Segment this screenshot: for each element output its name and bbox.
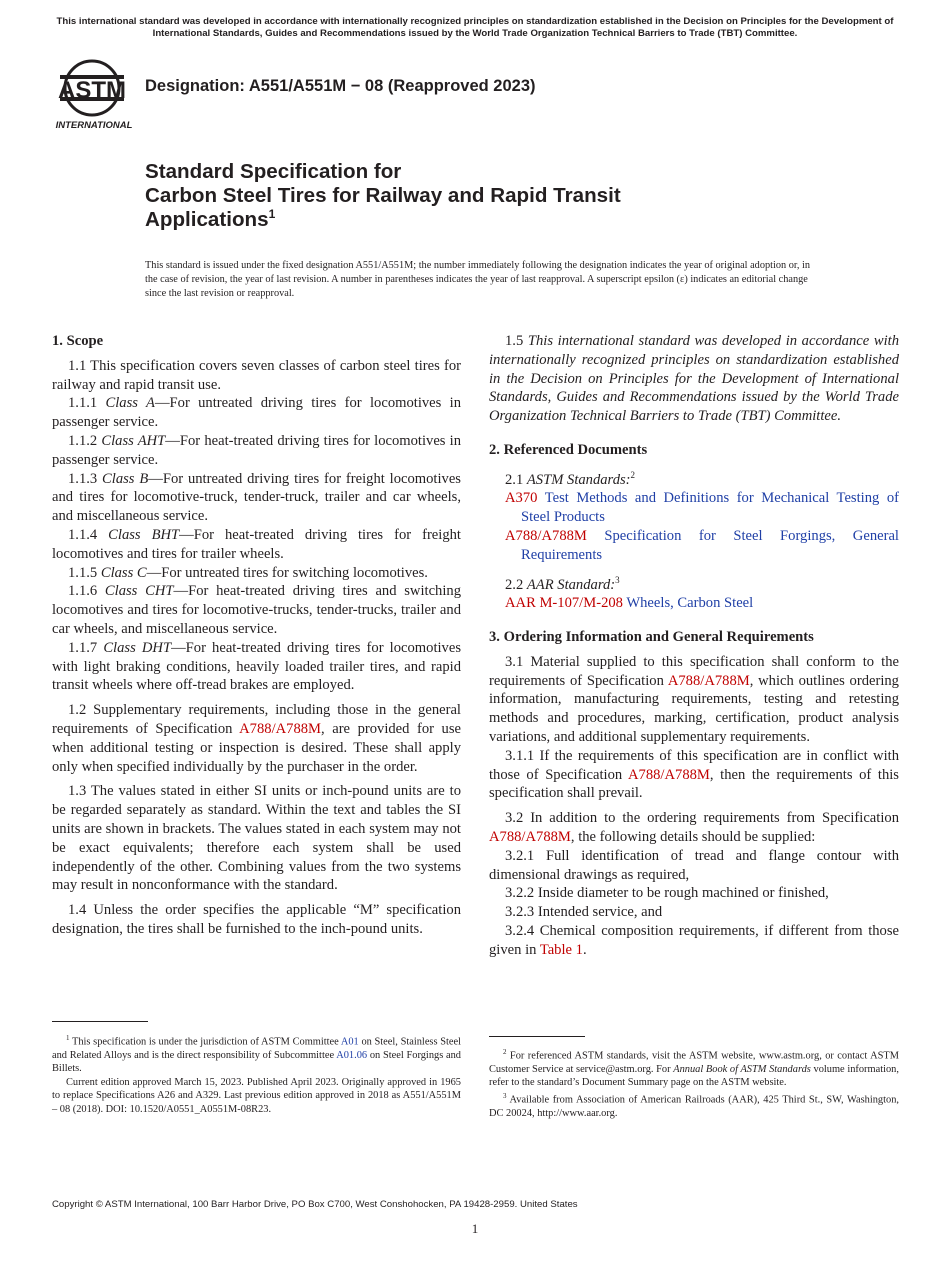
footnote-2: $^2$ For referenced ASTM standards, visit the ASTM website, www.astm.org, or contact ASTM Customer Service at service@astm.org. For Annual Book of ASTM Standards volume information, refer to the standard’s Document Summary page on the ASTM website. [489, 1048, 899, 1089]
para-1-2: 1.2 Supplementary requirements, including those in the general requirements of Specification A788/A788M, are provided for use when additional testing or inspection is desired. These shall apply only when specified individually by the purchaser in the order. [52, 702, 461, 775]
para-1-1: 1.1 This specification covers seven classes of carbon steel tires for railway and rapid transit use. [52, 357, 461, 393]
link-a788[interactable]: A788/A788M [239, 720, 322, 737]
para-1-1-5: 1.1.5 Class C—For untreated tires for switching locomotives. [68, 564, 428, 581]
link-a788[interactable]: A788/A788M [667, 672, 750, 689]
designation: Designation: A551/A551M − 08 (Reapproved 2023) [145, 77, 536, 95]
link-a788[interactable]: A788/A788M [628, 766, 710, 783]
para-1-1-4: 1.1.4 Class BHT—For heat-treated driving tires for freight locomotives and tires for trailer wheels. [52, 526, 461, 562]
page-number: 1 [471, 1221, 479, 1236]
para-1-1-7: 1.1.7 Class DHT—For heat-treated driving tires for locomotives with light braking conditions, heavily loaded trailer tires, and rapid transit wheels where off-tread brakes are employed. [52, 639, 462, 694]
issuance-note: This standard is issued under the fixed designation A551/A551M; the number immediately following the designation indicates the year of original adoption or, in the case of revision, the year of last revision. A number in parentheses indicates the year of last reapproval. A superscript epsilon (ε) indicates an editorial change since the last revision or reapproval. [145, 260, 811, 299]
para-2-2: 2.2 AAR Standard:$^3$ [505, 574, 620, 593]
title-line-2: Carbon Steel Tires for Railway and Rapid Transit [145, 184, 621, 207]
para-3-2: 3.2 In addition to the ordering requirements from Specification A788/A788M, the following details should be supplied: [489, 810, 899, 846]
footnote-rule-left [52, 1021, 148, 1022]
title-line-1: Standard Specification for [145, 160, 402, 183]
footnote-3: $^3$ Available from Association of American Railroads (AAR), 425 Third St., SW, Washington, DC 20024, http://www.aar.org. [489, 1091, 899, 1119]
footnotes-left [52, 1032, 461, 1116]
para-2-1: 2.1 ASTM Standards:$^2$ [505, 469, 636, 488]
reference-a788[interactable]: A788/A788M Specification for Steel Forgings, General Requirements [505, 528, 899, 563]
copyright-line: Copyright © ASTM International, 100 Barr Harbor Drive, PO Box C700, West Conshohocken, PA 19428-2959. United States [52, 1199, 578, 1210]
footnote-1: $^1$ This specification is under the jurisdiction of ASTM Committee A01 on Steel, Stainless Steel and Related Alloys and is the direct responsibility of Subcommittee A01.06 on Steel Forgings and Billets. [52, 1034, 461, 1075]
section-heading-ordering-information: 3. Ordering Information and General Requirements [489, 629, 814, 646]
para-1-4: 1.4 Unless the order specifies the applicable “M” specification designation, the tires shall be furnished to the inch-pound units. [52, 902, 461, 937]
left-column [52, 332, 461, 939]
link-a01[interactable]: A01 [340, 1036, 359, 1048]
para-1-5: 1.5 This international standard was developed in accordance with internationally recognized principles on standardization established in the Decision on Principles for the Development of International Standards, Guides and Recommendations issued by the World Trade Organization Technical Barriers to Trade (TBT) Committee. [489, 333, 900, 425]
title-line-3: Applications [145, 208, 269, 231]
para-1-1-1: 1.1.1 Class A—For untreated driving tires for locomotives in passenger service. [52, 395, 461, 431]
reference-aar[interactable]: AAR M-107/M-208 Wheels, Carbon Steel [505, 595, 754, 612]
para-1-1-6: 1.1.6 Class CHT—For heat-treated driving tires and switching locomotives and tires for locomotive-trucks, tender-trucks, trailer and car wheels, and miscellaneous service. [52, 583, 462, 637]
logo-brand: ASTM [58, 77, 126, 104]
right-column [489, 332, 899, 960]
header-notice: This international standard was developed in accordance with internationally recognized principles on standardization established in the Decision on Principles for the Development of International Standards, Guides and Recommendations issued by the World Trade Organization Technical Barriers to Trade (TBT) Committee. [56, 16, 894, 39]
reference-a370[interactable]: A370 Test Methods and Definitions for Mechanical Testing of Steel Products [505, 490, 899, 526]
link-a01-06[interactable]: A01.06 [336, 1049, 368, 1061]
para-1-3: 1.3 The values stated in either SI units or inch-pound units are to be regarded separately as standard. Within the text and tables the SI units are shown in brackets. The values stated in each system may not be exact equivalents; therefore each system shall be used independently of the other. Combining values from the two systems may result in nonconformance with the standard. [52, 783, 461, 894]
link-a788[interactable]: A788/A788M [489, 829, 571, 846]
para-3-1: 3.1 Material supplied to this specification shall conform to the requirements of Specification A788/A788M, which outlines ordering information, manufacturing requirements, testing and retesting methods and procedures, marking, certification, product analysis variations, and additional supplementary requirements. [489, 653, 899, 746]
para-1-1-3: 1.1.3 Class B—For untreated driving tires for freight locomotives and tires for locomotive-truck, tender-truck, trailer and car wheels, and miscellaneous service. [52, 470, 461, 525]
title-footnote-mark: 1 [268, 207, 276, 222]
para-3-2-3: 3.2.3 Intended service, and [505, 904, 663, 921]
astm-logo [54, 57, 134, 131]
para-3-2-1: 3.2.1 Full identification of tread and flange contour with dimensional drawings as required, [489, 847, 899, 883]
para-3-1-1: 3.1.1 If the requirements of this specification are in conflict with those of Specification A788/A788M, then the requirements of this specification shall prevail. [489, 747, 899, 802]
footnotes-right [489, 1046, 899, 1120]
footnote-1-edition: Current edition approved March 15, 2023. Published April 2023. Originally approved in 1965 to replace Specifications A26 and A329. Last previous edition approved in 2018 as A551/A551M – 08 (2018). DOI: 10.1520/A0551_A0551M-08R23. [52, 1076, 461, 1115]
para-1-1-2: 1.1.2 Class AHT—For heat-treated driving tires for locomotives in passenger service. [52, 432, 461, 468]
footnote-rule-right [489, 1036, 585, 1037]
para-3-2-2: 3.2.2 Inside diameter to be rough machined or finished, [505, 885, 829, 902]
page-title [145, 160, 621, 232]
section-heading-scope: 1. Scope [52, 333, 104, 349]
logo-subtext: INTERNATIONAL [55, 120, 133, 131]
section-heading-referenced-documents: 2. Referenced Documents [489, 441, 648, 458]
link-table-1[interactable]: Table 1 [539, 941, 583, 958]
para-3-2-4: 3.2.4 Chemical composition requirements, if different from those given in Table 1. [489, 923, 899, 958]
